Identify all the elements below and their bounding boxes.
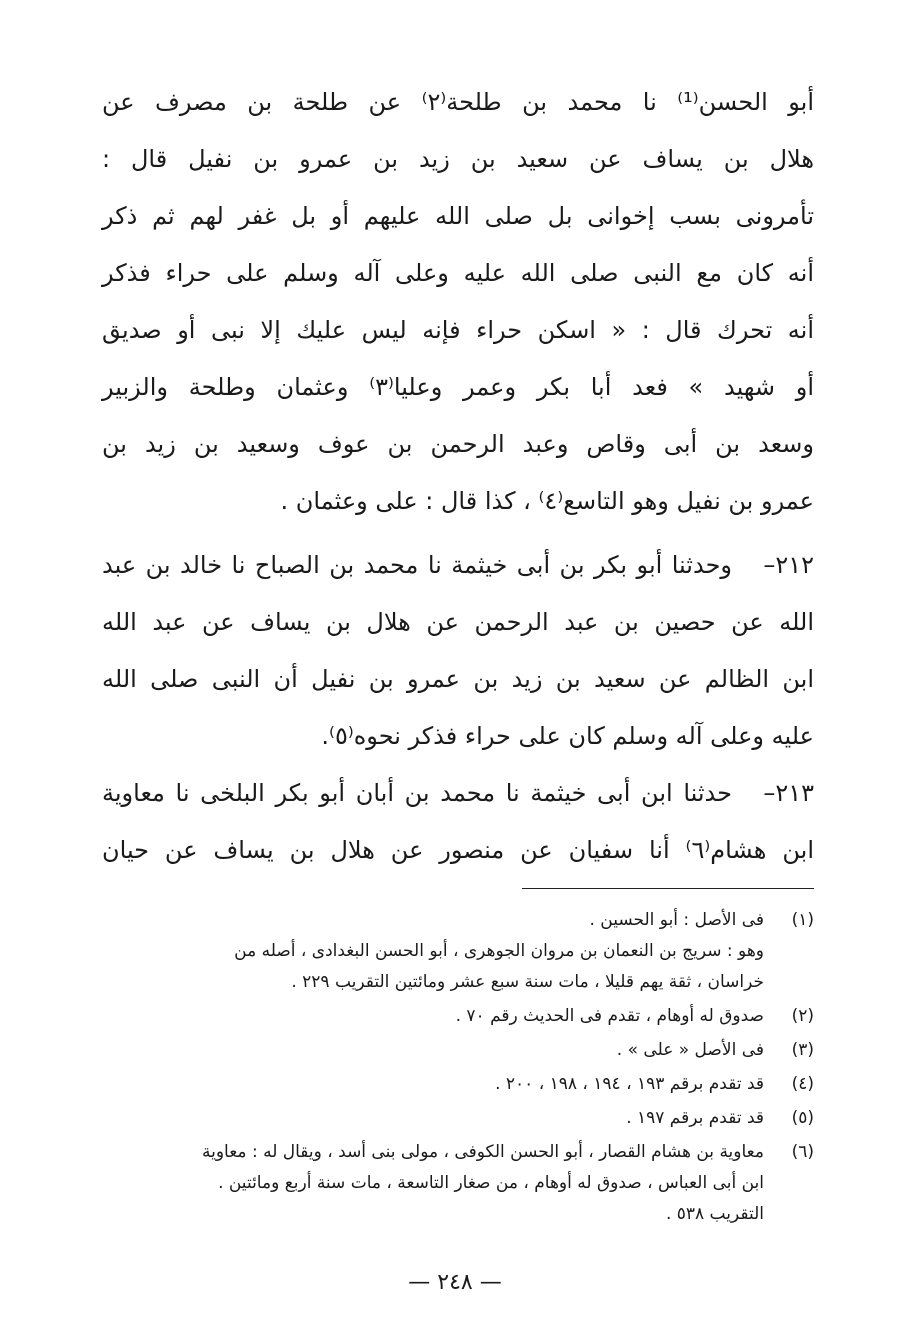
footnote-text: خراسان ، ثقة يهم قليلا ، مات سنة سبع عشر ومائتين التقريب ٢٢٩ . (291, 972, 764, 992)
page-number: — ٢٤٨ — (408, 1270, 502, 1295)
hadith-line: وحدثنا أبو بكر بن أبى خيثمة نا محمد بن الصباح نا خالد بن عبد (102, 551, 732, 579)
body-line: وسعد بن أبى وقاص وعبد الرحمن بن عوف وسعيد بن زيد بن (102, 430, 814, 458)
footnote-number: (٤) (791, 1074, 814, 1094)
body-line: أو شهيد » فعد أبا بكر وعمر وعليا⁽٣⁾ وعثمان وطلحة والزبير (102, 373, 815, 401)
body-line: تأمرونى بسب إخوانى بل صلى الله عليهم أو بل غفر لهم ثم ذكر (102, 202, 814, 230)
footnote-text: قد تقدم برقم ١٩٣ ، ١٩٤ ، ١٩٨ ، ٢٠٠ . (495, 1074, 764, 1094)
footnote-text: التقريب ٥٣٨ . (665, 1204, 764, 1224)
footnote-text: ابن أبى العباس ، صدوق له أوهام ، من صغار التاسعة ، مات سنة أربع ومائتين . (218, 1173, 764, 1193)
body-line: عمرو بن نفيل وهو التاسع⁽٤⁾ ، كذا قال : على وعثمان . (280, 487, 814, 515)
footnote-text: وهو : سريج بن النعمان بن مروان الجوهرى ، أبو الحسن البغدادى ، أصله من (234, 941, 764, 961)
footnote-number: (١) (791, 910, 814, 930)
hadith-number: ٢١٢– (763, 551, 814, 579)
hadith-line: عليه وعلى آله وسلم كان على حراء فذكر نحوه⁽٥⁾. (321, 722, 814, 750)
footnote-number: (٢) (791, 1006, 814, 1026)
footnote-rule (522, 888, 814, 889)
footnote-text: معاوية بن هشام القصار ، أبو الحسن الكوفى ، مولى بنى أسد ، ويقال له : معاوية (202, 1142, 764, 1162)
hadith-line: حدثنا ابن أبى خيثمة نا محمد بن أبان أبو بكر البلخى نا معاوية (102, 779, 732, 807)
body-line: أنه كان مع النبى صلى الله عليه وعلى آله وسلم على حراء فذكر (102, 259, 814, 287)
footnote-number: (٥) (791, 1108, 814, 1128)
footnote-number: (٦) (791, 1142, 814, 1162)
body-line: هلال بن يساف عن سعيد بن زيد بن عمرو بن نفيل قال : (102, 145, 814, 173)
hadith-line: ابن هشام⁽٦⁾ أنا سفيان عن منصور عن هلال بن يساف عن حيان (102, 836, 814, 864)
body-line: أنه تحرك قال : « اسكن حراء فإنه ليس عليك إلا نبى أو صديق (102, 316, 814, 344)
footnote-number: (٣) (791, 1040, 814, 1060)
footnote-text: فى الأصل : أبو الحسين . (589, 910, 764, 930)
footnote-text: صدوق له أوهام ، تقدم فى الحديث رقم ٧٠ . (455, 1006, 764, 1026)
hadith-number: ٢١٣– (763, 779, 814, 807)
hadith-line: ابن الظالم عن سعيد بن زيد بن عمرو بن نفيل أن النبى صلى الله (102, 665, 814, 693)
footnote-text: قد تقدم برقم ١٩٧ . (626, 1108, 764, 1128)
hadith-line: الله عن حصين بن عبد الرحمن عن هلال بن يساف عن عبد الله (102, 608, 814, 636)
body-line: أبو الحسن⁽¹⁾ نا محمد بن طلحة⁽٢⁾ عن طلحة بن مصرف عن (102, 88, 814, 116)
footnote-text: فى الأصل « على » . (616, 1040, 764, 1060)
